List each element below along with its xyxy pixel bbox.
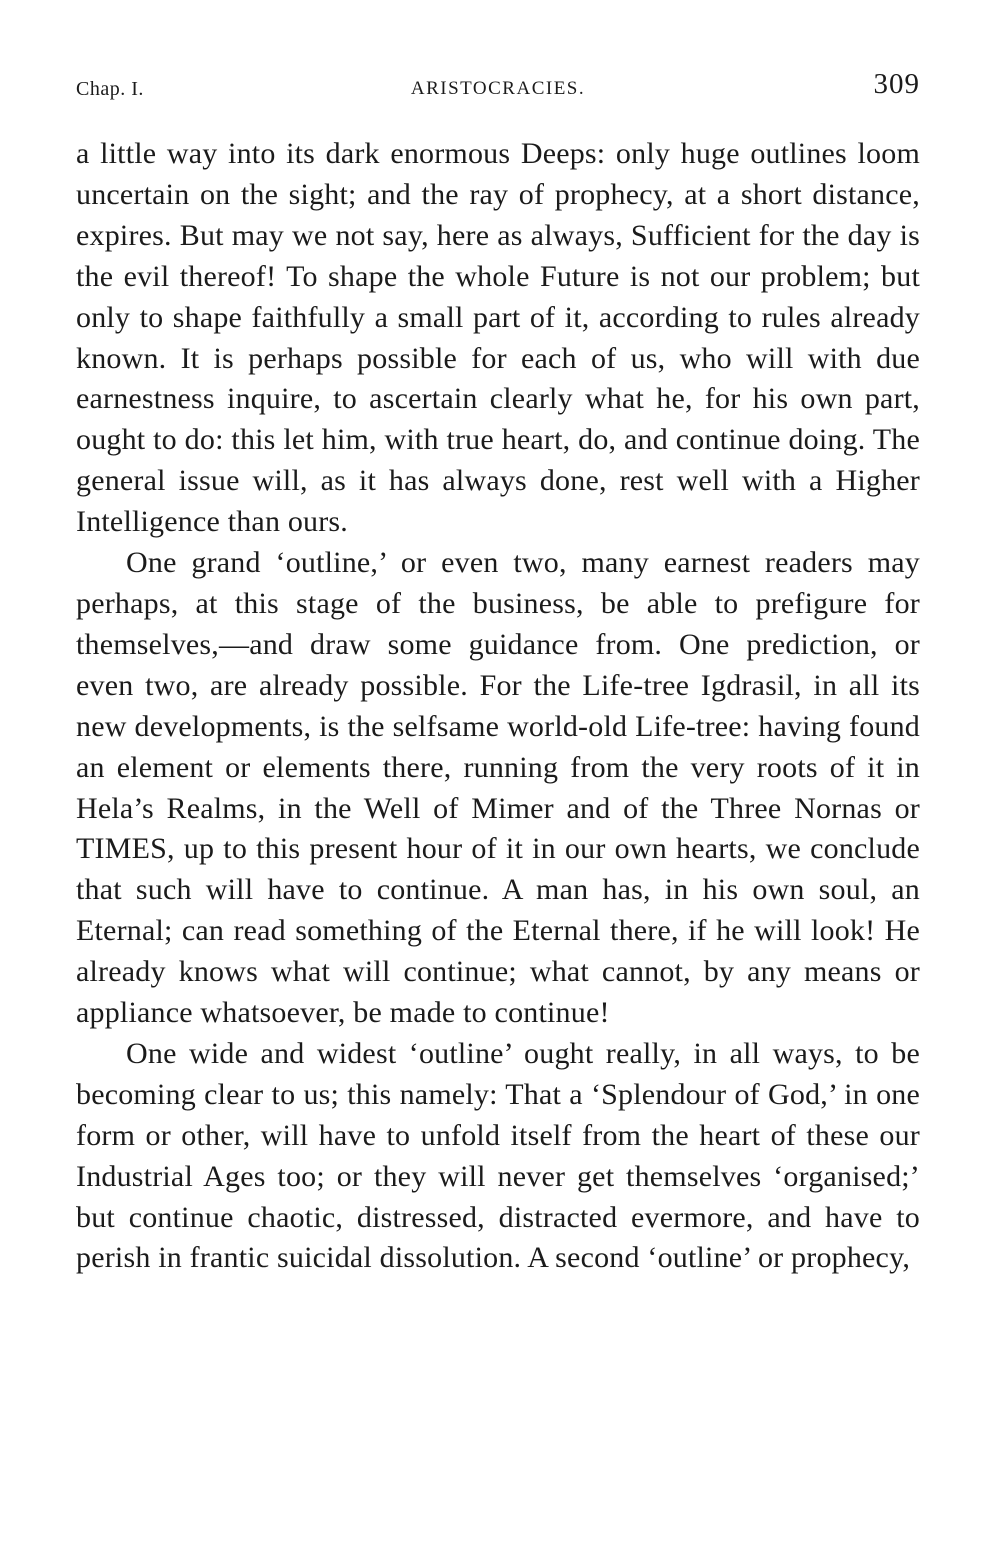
body-text bbox=[76, 134, 920, 1279]
paragraph-3: One wide and widest ‘outline’ ought really, in all ways, to be becoming clear to us; this namely: That a ‘Splendour of God,’ in one form or other, will have to unfold itself from the heart of these our Industrial Ages too; or they will never get themselves ‘organised;’ but continue chaotic, distressed, distracted evermore, and have to perish in frantic suicidal dissolution. A second ‘outline’ or prophecy, bbox=[76, 1036, 920, 1275]
running-head bbox=[76, 66, 920, 106]
paragraph-2: One grand ‘outline,’ or even two, many earnest readers may perhaps, at this stage of the business, be able to prefigure for themselves,—and draw some guidance from. One prediction, or even two, are already possible. For the Life-tree Igdrasil, in all its new developments, is the selfsame world-old Life-tree: having found an element or elements there, running from the very roots of it in Hela’s Realms, in the Well of Mimer and of the Three Nornas or TIMES, up to this present hour of it in our own hearts, we conclude that such will have to continue. A man has, in his own soul, an Eternal; can read something of the Eternal there, if he will look! He already knows what will continue; what cannot, by any means or appliance whatsoever, be made to continue! bbox=[76, 546, 920, 1030]
chapter-title: ARISTOCRACIES. bbox=[410, 78, 586, 99]
paragraph-1: a little way into its dark enormous Deeps: only huge outlines loom uncertain on the sight; and the ray of prophecy, at a short distance, expires. But may we not say, here as always, Sufficient for the day is the evil thereof! To shape the whole Future is not our problem; but only to shape faithfully a small part of it, according to rules already known. It is perhaps possible for each of us, who will with due earnestness inquire, to ascertain clearly what he, for his own part, ought to do: this let him, with true heart, do, and continue doing. The general issue will, as it has always done, rest well with a Higher Intelligence than ours. bbox=[76, 137, 920, 539]
page-number: 309 bbox=[873, 68, 920, 100]
chapter-label: Chap. I. bbox=[76, 78, 144, 100]
